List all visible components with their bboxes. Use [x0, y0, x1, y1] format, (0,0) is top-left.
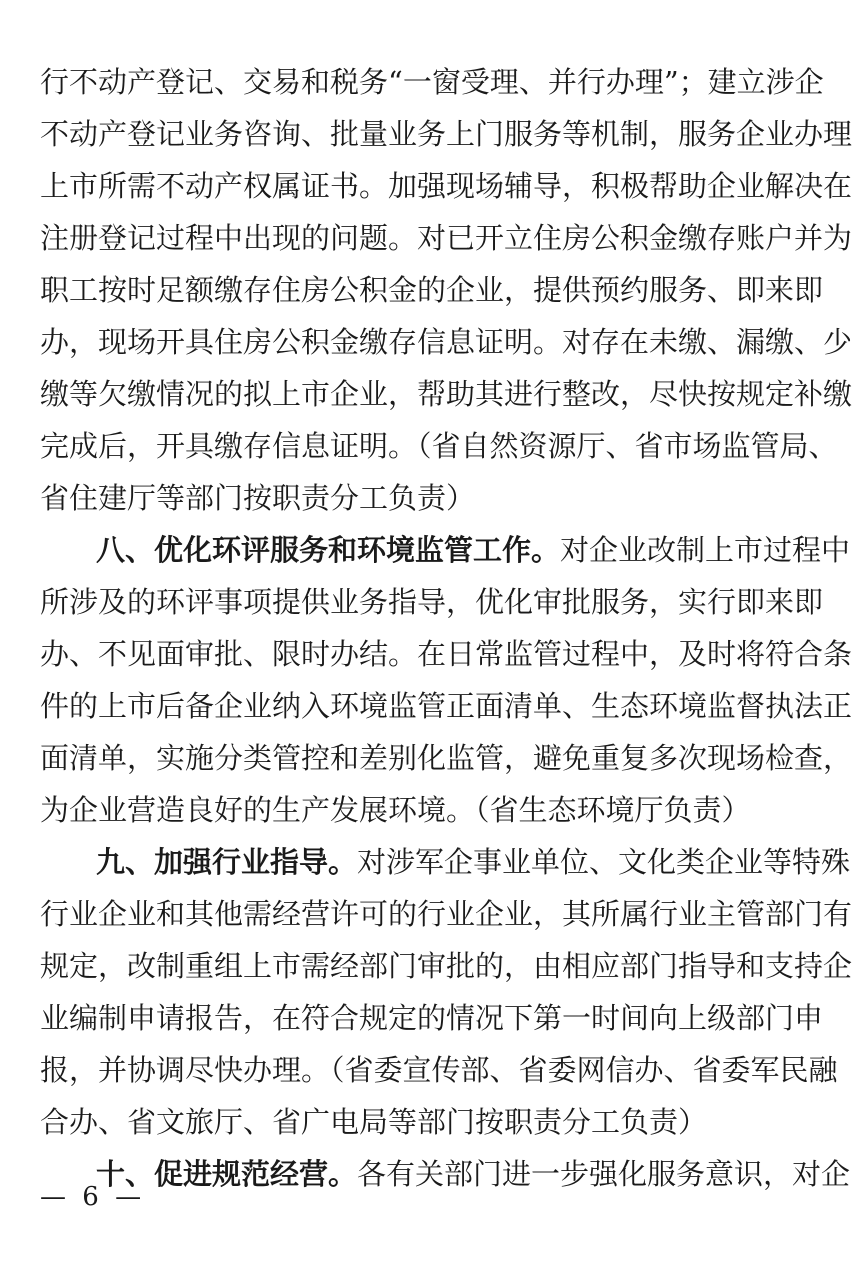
section-text: 对企业改制上市过程中 [560, 533, 851, 567]
text-line: 业编制申请报告，在符合规定的情况下第一时间向上级部门申 [40, 1001, 824, 1035]
page-number: — 6 — [40, 1182, 146, 1212]
section-eight [40, 524, 853, 836]
section-heading: 十、促进规范经营。 [96, 1157, 358, 1191]
text-line: 规定，改制重组上市需经部门审批的，由相应部门指导和支持企 [40, 949, 853, 983]
text-line: 为企业营造良好的生产发展环境。（省生态环境厅负责） [40, 793, 751, 827]
document-body [40, 56, 853, 1200]
text-line: 合办、省文旅厅、省广电局等部门按职责分工负责） [40, 1105, 708, 1139]
text-line: 办，现场开具住房公积金缴存信息证明。对存在未缴、漏缴、少 [40, 325, 853, 359]
section-text: 各有关部门进一步强化服务意识，对企 [357, 1157, 851, 1191]
section-heading: 八、优化环评服务和环境监管工作。 [96, 533, 561, 567]
text-line: 上市所需不动产权属证书。加强现场辅导，积极帮助企业解决在 [40, 169, 853, 203]
text-line: 行业企业和其他需经营许可的行业企业，其所属行业主管部门有 [40, 897, 853, 931]
text-line: 件的上市后备企业纳入环境监管正面清单、生态环境监督执法正 [40, 689, 853, 723]
text-line: 缴等欠缴情况的拟上市企业，帮助其进行整改，尽快按规定补缴 [40, 377, 853, 411]
section-text: 对涉军企事业单位、文化类企业等特殊 [357, 845, 851, 879]
text-line: 所涉及的环评事项提供业务指导，优化审批服务，实行即来即 [40, 585, 824, 619]
text-line: 面清单，实施分类管控和差别化监管，避免重复多次现场检查， [40, 741, 853, 775]
section-nine [40, 836, 853, 1148]
text-line: 完成后，开具缴存信息证明。（省自然资源厅、省市场监管局、 [40, 429, 838, 463]
paragraph-continuation [40, 56, 853, 524]
section-first-line [40, 836, 851, 888]
section-first-line [40, 1148, 851, 1200]
text-line: 办、不见面审批、限时办结。在日常监管过程中，及时将符合条 [40, 637, 853, 671]
text-line: 不动产登记业务咨询、批量业务上门服务等机制，服务企业办理 [40, 117, 853, 151]
section-ten [40, 1148, 851, 1200]
section-first-line [40, 524, 851, 576]
text-line: 省住建厅等部门按职责分工负责） [40, 481, 476, 515]
text-line: 报，并协调尽快办理。（省委宣传部、省委网信办、省委军民融 [40, 1053, 838, 1087]
section-heading: 九、加强行业指导。 [96, 845, 358, 879]
text-line: 职工按时足额缴存住房公积金的企业，提供预约服务、即来即 [40, 273, 824, 307]
text-line: 注册登记过程中出现的问题。对已开立住房公积金缴存账户并为 [40, 221, 853, 255]
text-line: 行不动产登记、交易和税务“一窗受理、并行办理”；建立涉企 [40, 65, 824, 99]
